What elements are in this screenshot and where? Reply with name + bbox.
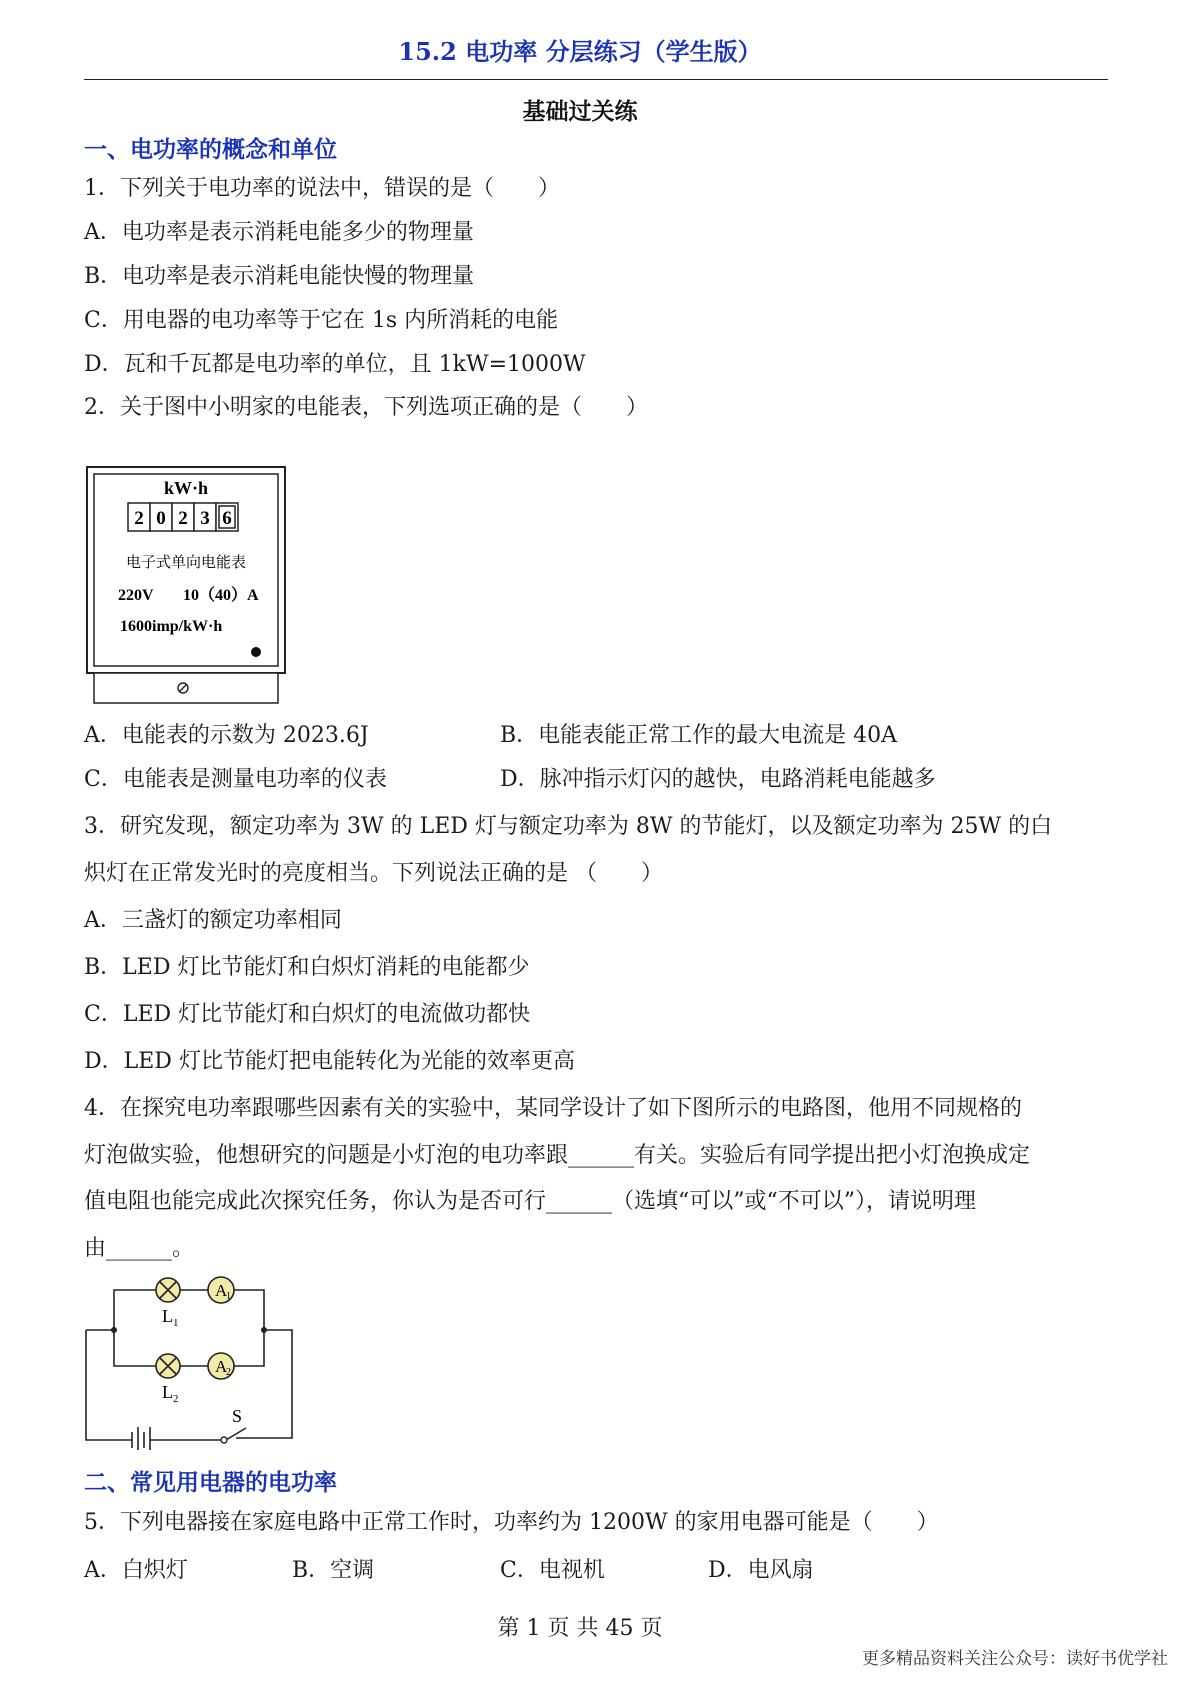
ammeter-a1-subscript: 1 (226, 1291, 231, 1302)
section-heading-1: 一、电功率的概念和单位 (84, 136, 337, 163)
meter-name: 电子式单向电能表 (125, 553, 247, 571)
meter-digit: 0 (156, 508, 166, 529)
q5-option-d: D．电风扇 (708, 1558, 814, 1583)
q3-option-c: C．LED 灯比节能灯和白炽灯的电流做功都快 (84, 1002, 531, 1027)
q3-option-a: A．三盏灯的额定功率相同 (84, 908, 342, 933)
q4-stem-line-2: 灯泡做实验，他想研究的问题是小灯泡的电功率跟______有关。实验后有同学提出把小灯泡换成定 (84, 1143, 1031, 1168)
energy-meter-figure (86, 466, 286, 706)
q2-stem: 2．关于图中小明家的电能表，下列选项正确的是（ ） (84, 395, 648, 420)
q4-stem-line-1: 4．在探究电功率跟哪些因素有关的实验中，某同学设计了如下图所示的电路图，他用不同规格的 (84, 1096, 1023, 1121)
q5-option-a: A．白炽灯 (84, 1558, 188, 1583)
page-footer: 第 1 页 共 45 页 (497, 1616, 663, 1641)
meter-digit: 2 (178, 508, 188, 529)
circuit-wires (86, 1290, 292, 1450)
junction-dot (261, 1327, 267, 1333)
document-title: 15.2 电功率 分层练习（学生版） (398, 37, 762, 66)
ammeter-a1-label: A (215, 1281, 228, 1300)
meter-current: 10（40）A (183, 587, 259, 604)
basic-practice-heading: 基础过关练 (522, 98, 638, 125)
q2-option-d: D．脉冲指示灯闪的越快，电路消耗电能越多 (500, 767, 936, 792)
meter-digit: 3 (200, 508, 210, 529)
lamp-l2-subscript: 2 (173, 1393, 179, 1405)
ammeter-a2-label: A (215, 1357, 228, 1376)
q2-option-b: B．电能表能正常工作的最大电流是 40A (500, 723, 898, 748)
q1-option-a: A．电功率是表示消耗电能多少的物理量 (84, 220, 474, 245)
q1-stem: 1．下列关于电功率的说法中，错误的是（ ） (84, 176, 560, 201)
title-divider (84, 79, 1108, 80)
lamp-l1-label: L (162, 1306, 173, 1326)
q2-option-a: A．电能表的示数为 2023.6J (84, 723, 369, 748)
switch-label: S (232, 1406, 243, 1426)
meter-voltage: 220V (118, 587, 154, 604)
lamp-l2-label: L (162, 1382, 173, 1402)
meter-digit-decimal: 6 (222, 508, 232, 529)
q2-option-c: C．电能表是测量电功率的仪表 (84, 767, 387, 792)
section-heading-2: 二、常见用电器的电功率 (84, 1469, 337, 1496)
q5-option-c: C．电视机 (500, 1558, 605, 1583)
pulse-indicator-light (251, 647, 261, 657)
lamp-l1-subscript: 1 (173, 1317, 179, 1329)
q3-option-d: D．LED 灯比节能灯把电能转化为光能的效率更高 (84, 1049, 575, 1074)
q1-option-b: B．电功率是表示消耗电能快慢的物理量 (84, 264, 475, 289)
circuit-diagram (84, 1270, 304, 1450)
meter-unit: kW·h (163, 478, 209, 498)
q3-stem-line-1: 3．研究发现，额定功率为 3W 的 LED 灯与额定功率为 8W 的节能灯，以及额定功率为 25W 的白 (84, 814, 1053, 839)
ammeter-a2-subscript: 2 (226, 1367, 231, 1378)
q5-option-b: B．空调 (292, 1558, 375, 1583)
q4-stem-line-4: 由______。 (84, 1236, 195, 1261)
q4-stem-line-3: 值电阻也能完成此次探究任务，你认为是否可行______（选填“可以”或“不可以”），请说明理 (84, 1189, 976, 1214)
switch-contact (221, 1437, 227, 1443)
meter-digit: 2 (134, 508, 144, 529)
junction-dot (111, 1327, 117, 1333)
q3-option-b: B．LED 灯比节能灯和白炽灯消耗的电能都少 (84, 955, 530, 980)
q1-option-d: D．瓦和千瓦都是电功率的单位，且 1kW=1000W (84, 352, 586, 377)
meter-constant: 1600imp/kW·h (120, 618, 223, 635)
q3-stem-line-2: 炽灯在正常发光时的亮度相当。下列说法正确的是 （ ） (84, 861, 663, 886)
meter-terminal-box (94, 673, 278, 703)
q1-option-c: C．用电器的电功率等于它在 1s 内所消耗的电能 (84, 308, 559, 333)
lamp-l1-icon (156, 1278, 180, 1302)
lamp-l2-icon (156, 1354, 180, 1378)
footnote: 更多精品资料关注公众号：读好书优学社 (862, 1649, 1168, 1669)
q5-stem: 5．下列电器接在家庭电路中正常工作时，功率约为 1200W 的家用电器可能是（ ） (84, 1510, 939, 1535)
